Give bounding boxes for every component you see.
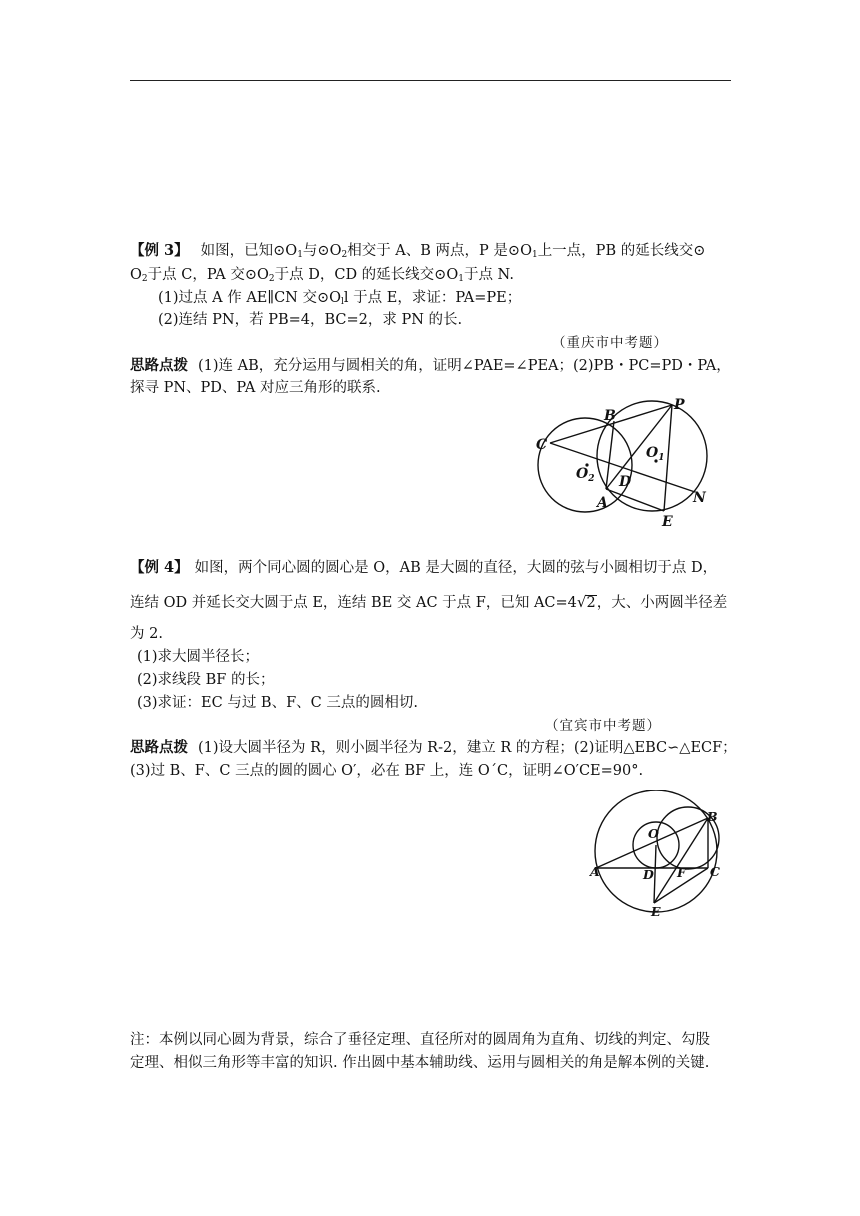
label-b: B: [604, 408, 616, 424]
label-a: A: [590, 864, 600, 879]
ex4-hint-line-1: 思路点拨 (1)设大圆半径为 R，则小圆半径为 R-2，建立 R 的方程；(2)证明△EBC∽△ECF；: [130, 739, 737, 756]
label-c: C: [536, 437, 548, 453]
note-line-2: 定理、相似三角形等丰富的知识. 作出圆中基本辅助线、运用与圆相关的角是解本例的关键.: [130, 1055, 710, 1071]
line-pe: [664, 405, 672, 511]
ex4-question-2: (2)求线段 BF 的长；: [137, 672, 275, 688]
label-o1: $O_1$: [646, 445, 665, 463]
header-rule: [130, 80, 731, 81]
label-n: N: [693, 490, 706, 506]
label-p: P: [674, 397, 685, 413]
line-pa: [606, 405, 672, 489]
label-e: E: [662, 514, 673, 530]
note-line-1: 注：本例以同心圆为背景，综合了垂径定理、直径所对的圆周角为直角、切线的判定、勾股: [130, 1032, 710, 1048]
radical-sign: √: [576, 593, 587, 611]
ex3-hint-label: 思路点拨: [130, 357, 188, 374]
label-o2: $O_2$: [576, 466, 595, 484]
label-d: D: [643, 867, 654, 882]
ex3-hint-line-1: 思路点拨 (1)连 AB，充分运用与圆相关的角，证明∠PAE=∠PEA；(2)PB・PC=PD・PA，: [130, 357, 731, 374]
line-ab: [606, 421, 614, 489]
ex4-figure: [585, 790, 730, 925]
ex3-question-1: (1)过点 A 作 AE∥CN 交$⊙O_ll$ 于点 E，求证：PA=PE；: [158, 290, 522, 307]
ex3-hint-line-2: 探寻 PN、PD、PA 对应三角形的联系.: [130, 380, 381, 396]
ex3-question-2: (2)连结 PN，若 PB=4，BC=2，求 PN 的长.: [158, 312, 463, 328]
label-d: D: [619, 474, 632, 490]
label-c: C: [710, 864, 720, 879]
ex4-hint-label: 思路点拨: [130, 739, 188, 756]
ex4-line-2: 连结 OD 并延长交大圆于点 E，连结 BE 交 AC 于点 F，已知 AC=4√2，大、小两圆半径差: [130, 593, 728, 611]
label-a: A: [597, 495, 608, 511]
ex3-line-2: $O_2$于点 C，PA 交$⊙O_2$于点 D，CD 的延长线交$⊙O_1$于点 N.: [130, 267, 514, 284]
label-o: O: [648, 826, 659, 841]
ex4-hint-line-2: (3)过 B、F、C 三点的圆的圆心 O′，必在 BF 上，连 O´C，证明∠O′CE=90°.: [130, 763, 644, 779]
ex4-line-1: 【例 4】 如图，两个同心圆的圆心是 O，AB 是大圆的直径，大圆的弦与小圆相切于点 D，: [130, 559, 718, 576]
label-e: E: [651, 904, 661, 919]
ex3-figure: [530, 395, 715, 535]
ex4-question-3: (3)求证：EC 与过 B、F、C 三点的圆相切.: [137, 695, 418, 711]
ex3-source: （重庆市中考题）: [552, 335, 668, 351]
label-b: B: [707, 809, 718, 824]
ex4-line-3: 为 2.: [130, 626, 163, 642]
line-oe: [654, 845, 656, 903]
ex4-question-1: (1)求大圆半径长；: [137, 649, 260, 665]
ex3-label: 【例 3】: [130, 242, 189, 259]
label-f: F: [677, 865, 686, 880]
ex4-label: 【例 4】: [130, 559, 189, 576]
ex4-source: （宜宾市中考题）: [545, 718, 661, 734]
ex3-line-1: 【例 3】 如图，已知$⊙O_1$与$⊙O_2$相交于 A、B 两点，P 是$⊙O_1$上一点，PB 的延长线交⊙: [130, 242, 706, 260]
